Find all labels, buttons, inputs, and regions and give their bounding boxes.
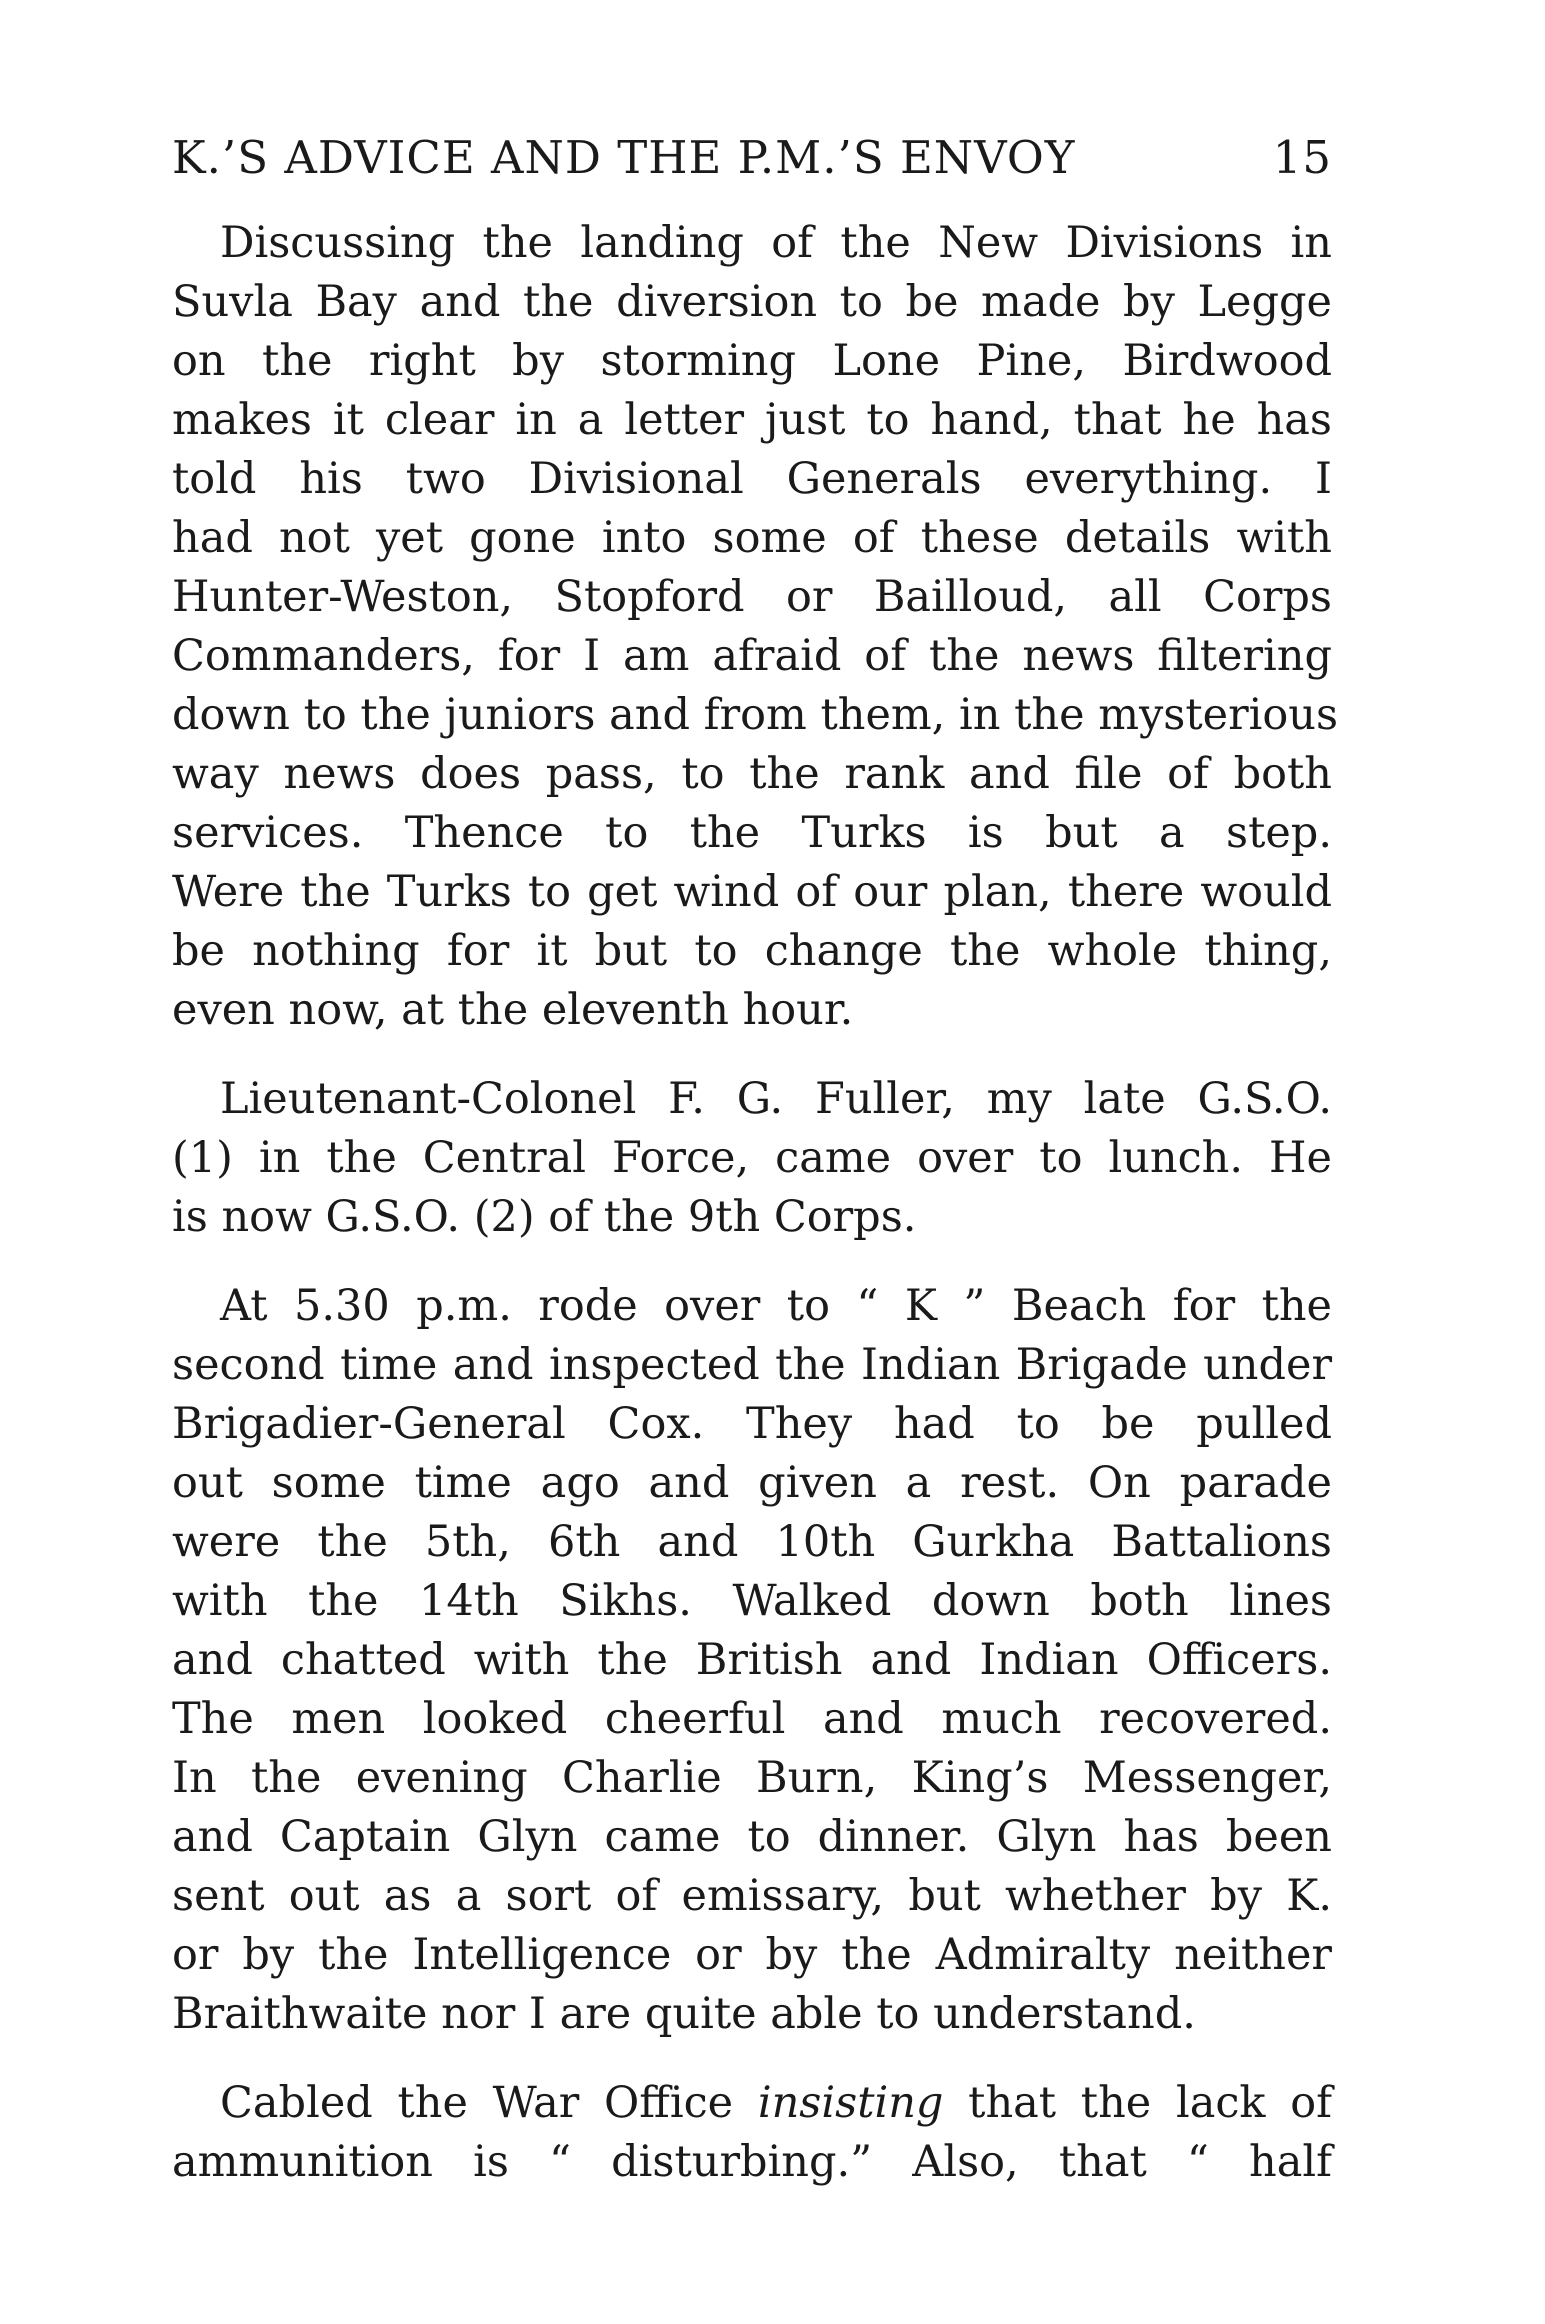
text-line: Braithwaite nor I are quite able to understand. xyxy=(172,1989,1196,2039)
text-line: The men looked cheerful and much recovered. xyxy=(172,1694,1332,1744)
text-line: and chatted with the British and Indian Officers. xyxy=(172,1635,1332,1685)
body-text xyxy=(172,214,1339,2222)
text-line: Lieutenant-Colonel F. G. Fuller, my late G.S.O. xyxy=(220,1074,1332,1124)
text-line: even now, at the eleventh hour. xyxy=(172,985,854,1035)
text-line: be nothing for it but to change the whole thing, xyxy=(172,926,1332,976)
text-line: ammunition is “ disturbing.” Also, that “ half xyxy=(172,2137,1332,2187)
text-line: sent out as a sort of emissary, but whether by K. xyxy=(172,1871,1332,1921)
text-line: In the evening Charlie Burn, King’s Messenger, xyxy=(172,1753,1332,1803)
paragraph-2 xyxy=(172,1070,1332,1247)
text-line: Hunter-Weston, Stopford or Bailloud, all Corps xyxy=(172,572,1332,622)
text-line: Were the Turks to get wind of our plan, there would xyxy=(172,867,1332,917)
text-line: Brigadier-General Cox. They had to be pulled xyxy=(172,1399,1332,1449)
text-line: Commanders, for I am afraid of the news filtering xyxy=(172,631,1332,681)
text-line: is now G.S.O. (2) of the 9th Corps. xyxy=(172,1192,917,1242)
text-line: on the right by storming Lone Pine, Birdwood xyxy=(172,336,1332,386)
page-number: 15 xyxy=(1272,131,1332,184)
paragraph-3 xyxy=(172,1277,1332,2044)
running-head-title: K.’S ADVICE AND THE P.M.’S ENVOY xyxy=(172,131,1076,184)
text-line: told his two Divisional Generals everything. I xyxy=(172,454,1332,504)
text-line: Discussing the landing of the New Divisions in xyxy=(220,218,1332,268)
text-line: makes it clear in a letter just to hand, that he has xyxy=(172,395,1332,445)
text-line: Suvla Bay and the diversion to be made by Legge xyxy=(172,277,1332,327)
text-line: with the 14th Sikhs. Walked down both lines xyxy=(172,1576,1332,1626)
text-run: that the lack of xyxy=(943,2078,1332,2128)
text-line: were the 5th, 6th and 10th Gurkha Battalions xyxy=(172,1517,1332,1567)
paragraph-4 xyxy=(172,2074,1332,2192)
text-line: way news does pass, to the rank and file of both xyxy=(172,749,1332,799)
text-line: services. Thence to the Turks is but a step. xyxy=(172,808,1332,858)
paragraph-1 xyxy=(172,214,1339,1040)
text-line: (1) in the Central Force, came over to lunch. He xyxy=(172,1133,1332,1183)
text-line: second time and inspected the Indian Brigade under xyxy=(172,1340,1332,1390)
text-run: Cabled the War Office xyxy=(220,2078,758,2128)
text-line: out some time ago and given a rest. On parade xyxy=(172,1458,1332,1508)
text-line: and Captain Glyn came to dinner. Glyn has been xyxy=(172,1812,1332,1862)
text-line: At 5.30 p.m. rode over to “ K ” Beach for the xyxy=(220,1281,1332,1331)
text-line xyxy=(172,2074,1332,2133)
text-line: or by the Intelligence or by the Admiralty neither xyxy=(172,1930,1332,1980)
text-line: down to the juniors and from them, in the mysterious xyxy=(172,690,1339,740)
text-line: had not yet gone into some of these details with xyxy=(172,513,1332,563)
running-head xyxy=(172,128,1332,188)
italic-emphasis: insisting xyxy=(757,2078,944,2128)
